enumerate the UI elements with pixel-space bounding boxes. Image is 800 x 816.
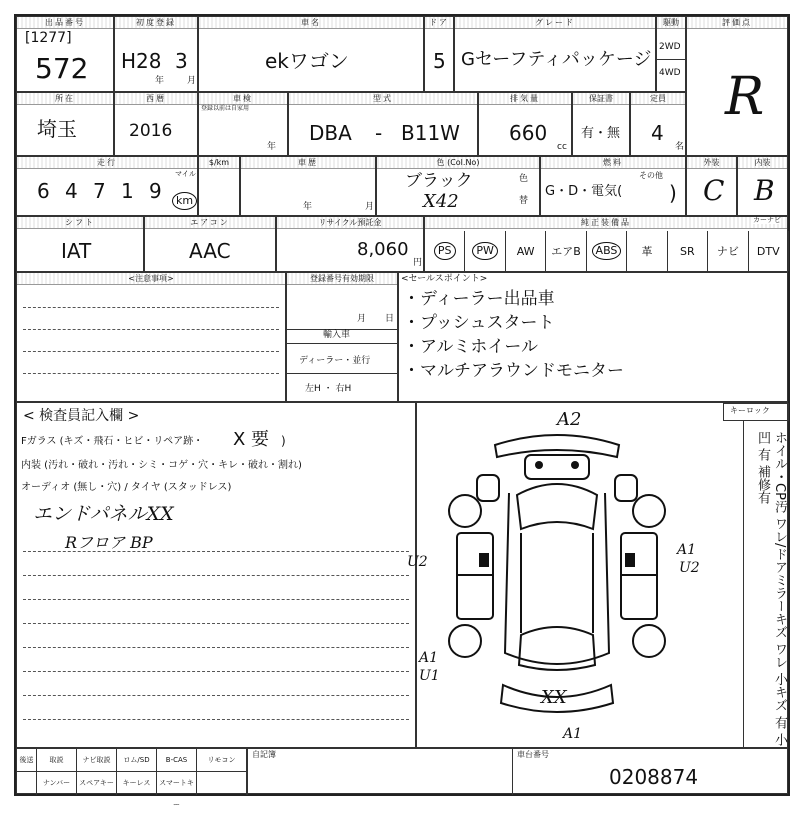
sales-point: ・プッシュスタート [403,313,555,333]
year-cell [114,92,198,156]
inspection-cell [198,92,288,156]
reg-month: 3 [175,49,188,73]
model-code: B11W [401,121,460,145]
door-label: ドア [425,17,453,29]
equipment-item: 革 [627,231,667,271]
chassis-label: 車台番号 [517,750,549,759]
lot-cell [16,16,114,92]
fuel: G・D・電気( [545,184,623,199]
model-sep: - [375,121,383,145]
inspection-label: 車検 [199,93,287,105]
recycle-cell [276,216,424,272]
recycle-label: リサイクル預託金 [277,217,423,229]
car-name-cell [198,16,424,92]
mileage-unit: km [172,187,197,210]
western-label: 西暦 [115,93,197,105]
shift-cell [16,216,144,272]
car-name: ekワゴン [265,49,349,73]
equipment-label: 純正装備品 [425,217,787,229]
door-count: 5 [433,49,446,73]
expiry-day: 日 [385,314,395,324]
score-label: 評価点 [687,17,787,29]
year-unit: 年 [155,76,165,86]
damage-mark: U2 [679,560,700,576]
equipment-item: ABS [587,231,627,271]
interior-line: 内装 (汚れ・破れ・汚れ・シミ・コゲ・穴・キレ・破れ・割れ) [21,460,302,471]
color-change-bottom: 替 [519,196,529,206]
region-cell [16,92,114,156]
lot-number: 572 [35,52,89,85]
car-diagram [417,403,737,749]
memo-label: 自記簿 [252,750,276,759]
ac-label: エアコン [145,217,275,229]
shift: IAT [61,239,92,263]
damage-mark: A1 [677,542,697,558]
glass-close: ) [281,434,286,448]
capacity-label: 定員 [631,93,685,105]
cc-unit: cc [557,142,567,152]
footer-accessory: ロム/SD キーレス [117,749,157,795]
steering: 左H ・ 右H [305,384,352,394]
notes-cell [16,272,286,402]
warranty: 有・無 [581,126,621,141]
damage-mark: U2 [407,554,428,570]
diagram-cell [407,402,788,748]
equipment-item: エアB [546,231,586,271]
expiry-label: 登録番号有効期限 [287,273,397,285]
dealer: ディーラー・並行 [299,356,371,366]
footer-cell [16,748,788,809]
mileage-digit: 6 [37,179,50,203]
mileage-unit-top: マイル [175,170,196,178]
displacement-label: 排気量 [479,93,571,105]
ac: AAC [189,239,231,263]
km-label: $/km [199,157,239,169]
keylock-label: キーロック [730,406,770,415]
ext-cell [686,156,737,216]
chassis-number: 0208874 [609,765,699,789]
fuel-label: 燃料 [541,157,685,169]
fuel-other: その他 [639,171,663,180]
import-label: 輸入車 [323,330,351,340]
score-cell [686,16,788,156]
color-code: X42 [423,191,459,212]
mileage-digit: 4 [65,179,78,203]
grade: Gセーフティパッケージ [461,49,652,70]
color-name: ブラック [405,171,473,191]
expiry-cell [286,272,398,402]
carnavi-label: カーナビ [753,216,781,224]
handwritten-note: Rフロア BP [65,533,153,552]
history-year: 年 [303,202,313,212]
first-reg-label: 初度登録 [115,17,197,29]
memo-box [247,749,513,795]
shift-label: シフト [17,217,143,229]
displacement: 660 [509,121,548,145]
drive-4wd: 4WD [659,68,681,78]
damage-mark: U1 [419,668,440,684]
history-month: 月 [365,202,375,212]
damage-mark: A1 [419,650,439,666]
int-cell [737,156,788,216]
inspector-cell [16,402,416,748]
ext-label: 外装 [687,157,736,169]
era-year: H28 [121,49,162,73]
recycle: 8,060 [357,239,409,260]
color-label: 色 (Col.No) [377,157,539,169]
capacity: 4 [651,121,664,145]
car-name-label: 車名 [199,17,423,29]
km-cell [198,156,240,216]
footer-accessory: リモコン [197,749,247,795]
equipment-cell [424,216,788,272]
expiry-month: 月 [357,314,367,324]
side-note-box [743,421,789,749]
capacity-cell [630,92,686,156]
sales-label: <セールスポイント> [401,274,488,284]
equipment-item: DTV [749,231,789,271]
ac-cell [144,216,276,272]
footer-accessories [17,749,247,809]
damage-mark: A1 [563,726,583,742]
region: 埼玉 [37,117,77,141]
yen: 円 [413,258,423,268]
score: R [725,67,765,127]
fuel-close: ) [669,181,677,205]
grade-label: グレード [455,17,655,29]
equipment-item: SR [668,231,708,271]
region-label: 所在 [17,93,113,105]
history-cell [240,156,376,216]
equipment-item: PW [465,231,505,271]
displacement-cell [478,92,572,156]
mileage-digit: 1 [121,179,134,203]
inspection-year-unit: 年 [267,142,277,152]
int-grade: B [754,174,775,207]
model-cell [288,92,478,156]
drive-2wd: 2WD [659,42,681,52]
glass-mark: X 要 [233,429,270,450]
side-note: ホイル・CP汚 ワレ/ドアミラーキズ ワレ 小キズ 有 小凹 有 補修有 [755,431,787,746]
capacity-unit: 名 [675,142,685,152]
sales-cell [398,272,788,402]
equipment-item: AW [506,231,546,271]
glass-line: Fガラス (キズ・飛石・ヒビ・リペア跡・ [21,436,204,447]
history-label: 車歴 [241,157,375,169]
lot-prefix: [1277] [25,30,72,46]
footer-accessory: 取説 ナンバー [37,749,77,795]
equipment-row [425,231,787,271]
damage-mark: A2 [557,409,582,430]
sales-point: ・ディーラー出品車 [403,289,555,309]
notes-label: <注意事項> [17,273,285,285]
sales-point: ・マルチアラウンドモニター [403,361,624,381]
footer-accessory: B-CAS スマートキー [157,749,197,795]
int-label: 内装 [738,157,787,169]
color-cell [376,156,540,216]
ext-grade: C [703,174,725,207]
warranty-cell [572,92,630,156]
model-year: 2016 [129,121,173,141]
mileage-digit: 7 [93,179,106,203]
equipment-item: ナビ [708,231,748,271]
inspector-title: < 検査員記入欄 > [23,408,140,424]
color-change-top: 色 [519,174,529,184]
drive-cell [656,16,686,92]
door-cell [424,16,454,92]
sales-point: ・アルミホイール [403,337,538,357]
footer-accessory: 後送 [17,749,37,795]
model-label: 型式 [289,93,477,105]
grade-cell [454,16,656,92]
drive-label: 駆動 [657,17,685,29]
warranty-label: 保証書 [573,93,629,105]
mileage-cell [16,156,198,216]
first-reg-cell [114,16,198,92]
mileage-label: 走行 [17,157,197,169]
damage-mark: XX [541,687,567,708]
month-unit: 月 [187,76,197,86]
auction-sheet [14,14,790,809]
lot-label: 出品番号 [17,17,113,29]
equipment-item: PS [425,231,465,271]
inspection-note: 登録以前は自家用 [201,105,250,112]
handwritten-note: エンドパネルXX [33,503,174,525]
audio-line: オーディオ (無し・穴) / タイヤ (スタッドレス) [21,482,232,493]
footer-accessory: ナビ取説 スペアキー [77,749,117,795]
model-prefix: DBA [309,121,352,145]
mileage-digit: 9 [149,179,162,203]
fuel-cell [540,156,686,216]
